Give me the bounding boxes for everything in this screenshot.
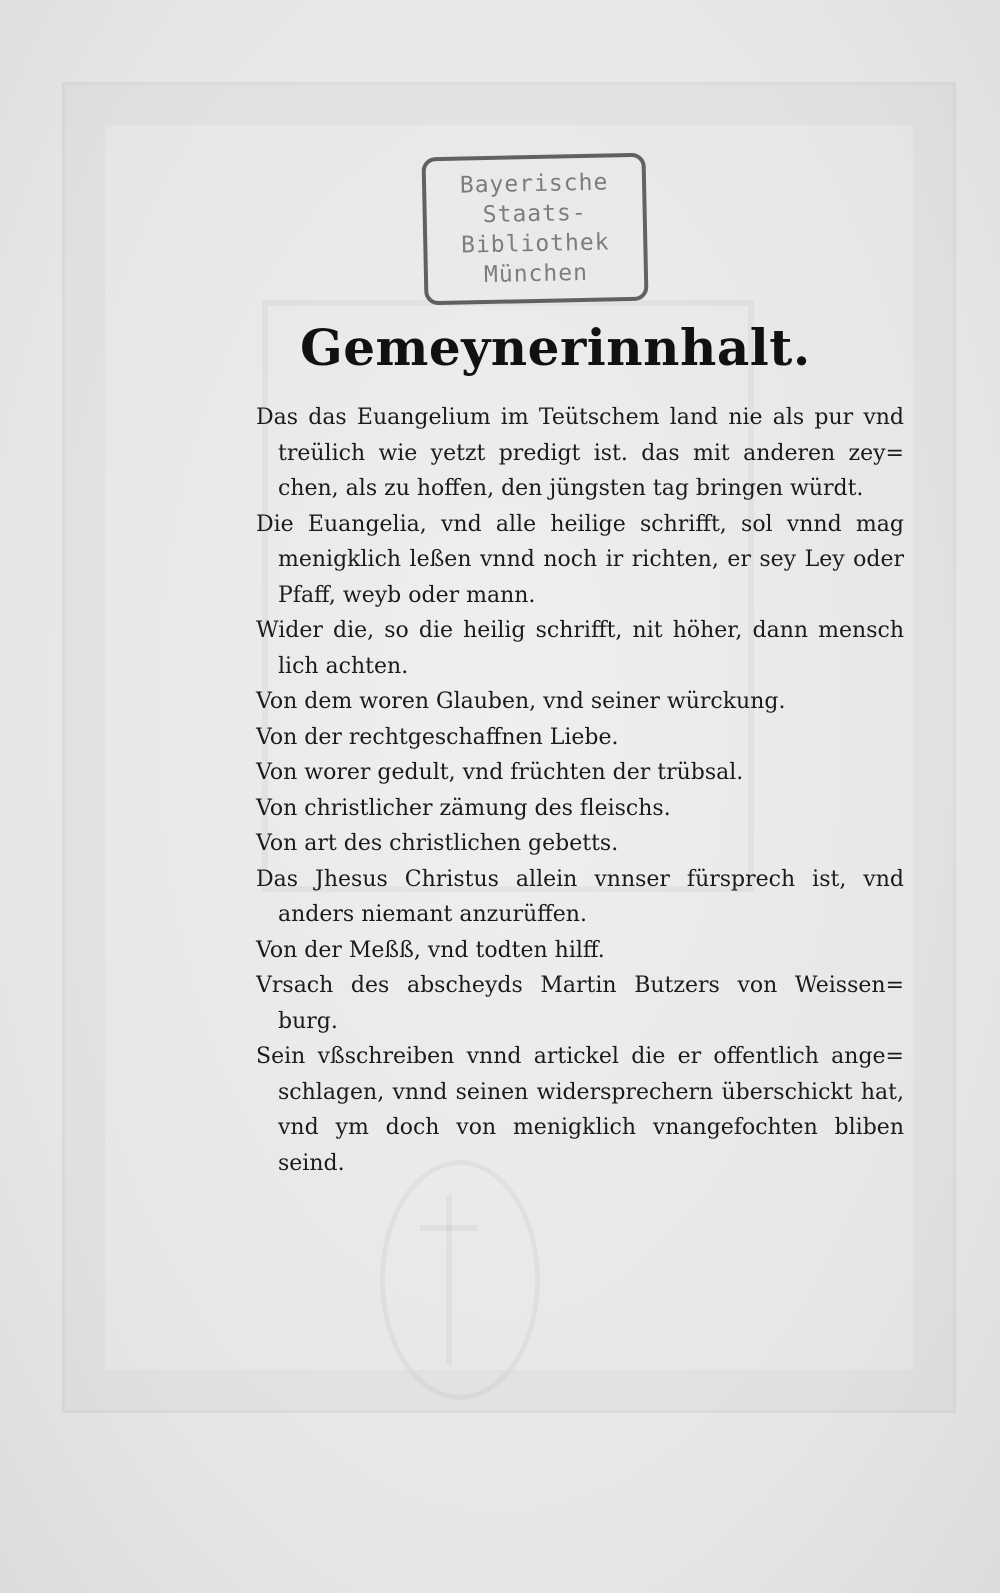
bleed-through-cross-bar bbox=[420, 1225, 478, 1231]
contents-entry: Die Euangelia, vnd alle heilige schrifft, sol vnnd mag menigklich leßen vnnd noch ir richten, er sey Ley oder Pfaff, weyb oder mann. bbox=[256, 511, 904, 608]
library-stamp bbox=[421, 153, 648, 306]
contents-entry: Wider die, so die heilig schrifft, nit höher, dann mensch lich achten. bbox=[256, 618, 904, 679]
contents-entry: Vrsach des abscheyds Martin Butzers von Weissen= burg. bbox=[256, 973, 904, 1034]
contents-entry: Das das Euangelium im Teütschem land nie als pur vnd treülich wie yetzt predigt ist. das mit anderen zey= chen, als zu hoffen, den jüngsten tag bringen würdt. bbox=[256, 405, 904, 501]
contents-entry: Das Jhesus Christus allein vnnser fürsprech ist, vnd anders niemant anzurüffen. bbox=[256, 866, 904, 927]
contents-entry: Von der Meßß, vnd todten hilff. bbox=[256, 937, 605, 963]
contents-entry: Von christlicher zämung des fleischs. bbox=[256, 795, 671, 821]
page-title: Gemeynerinnhalt. bbox=[300, 318, 811, 377]
stamp-line: Bibliothek bbox=[460, 229, 610, 259]
contents-entry: Von art des christlichen gebetts. bbox=[256, 831, 619, 856]
bleed-through-oval bbox=[380, 1160, 540, 1400]
stamp-line: München bbox=[483, 259, 589, 289]
contents-entry: Sein vßschreiben vnnd artickel die er offentlich ange= schlagen, vnnd seinen widersprechern überschickt hat, vnd ym doch von menigklich vnangefochten bliben seind. bbox=[256, 1044, 904, 1176]
stamp-line: Staats- bbox=[482, 199, 587, 229]
bleed-through-cross-icon bbox=[446, 1195, 452, 1365]
stamp-line: Bayerische bbox=[459, 169, 609, 199]
contents-entry: Von der rechtgeschaffnen Liebe. bbox=[256, 724, 619, 750]
contents-list bbox=[256, 400, 904, 1181]
contents-entry: Von dem woren Glauben, vnd seiner würckung. bbox=[256, 689, 786, 714]
contents-entry: Von worer gedult, vnd früchten der trübsal. bbox=[256, 760, 744, 785]
